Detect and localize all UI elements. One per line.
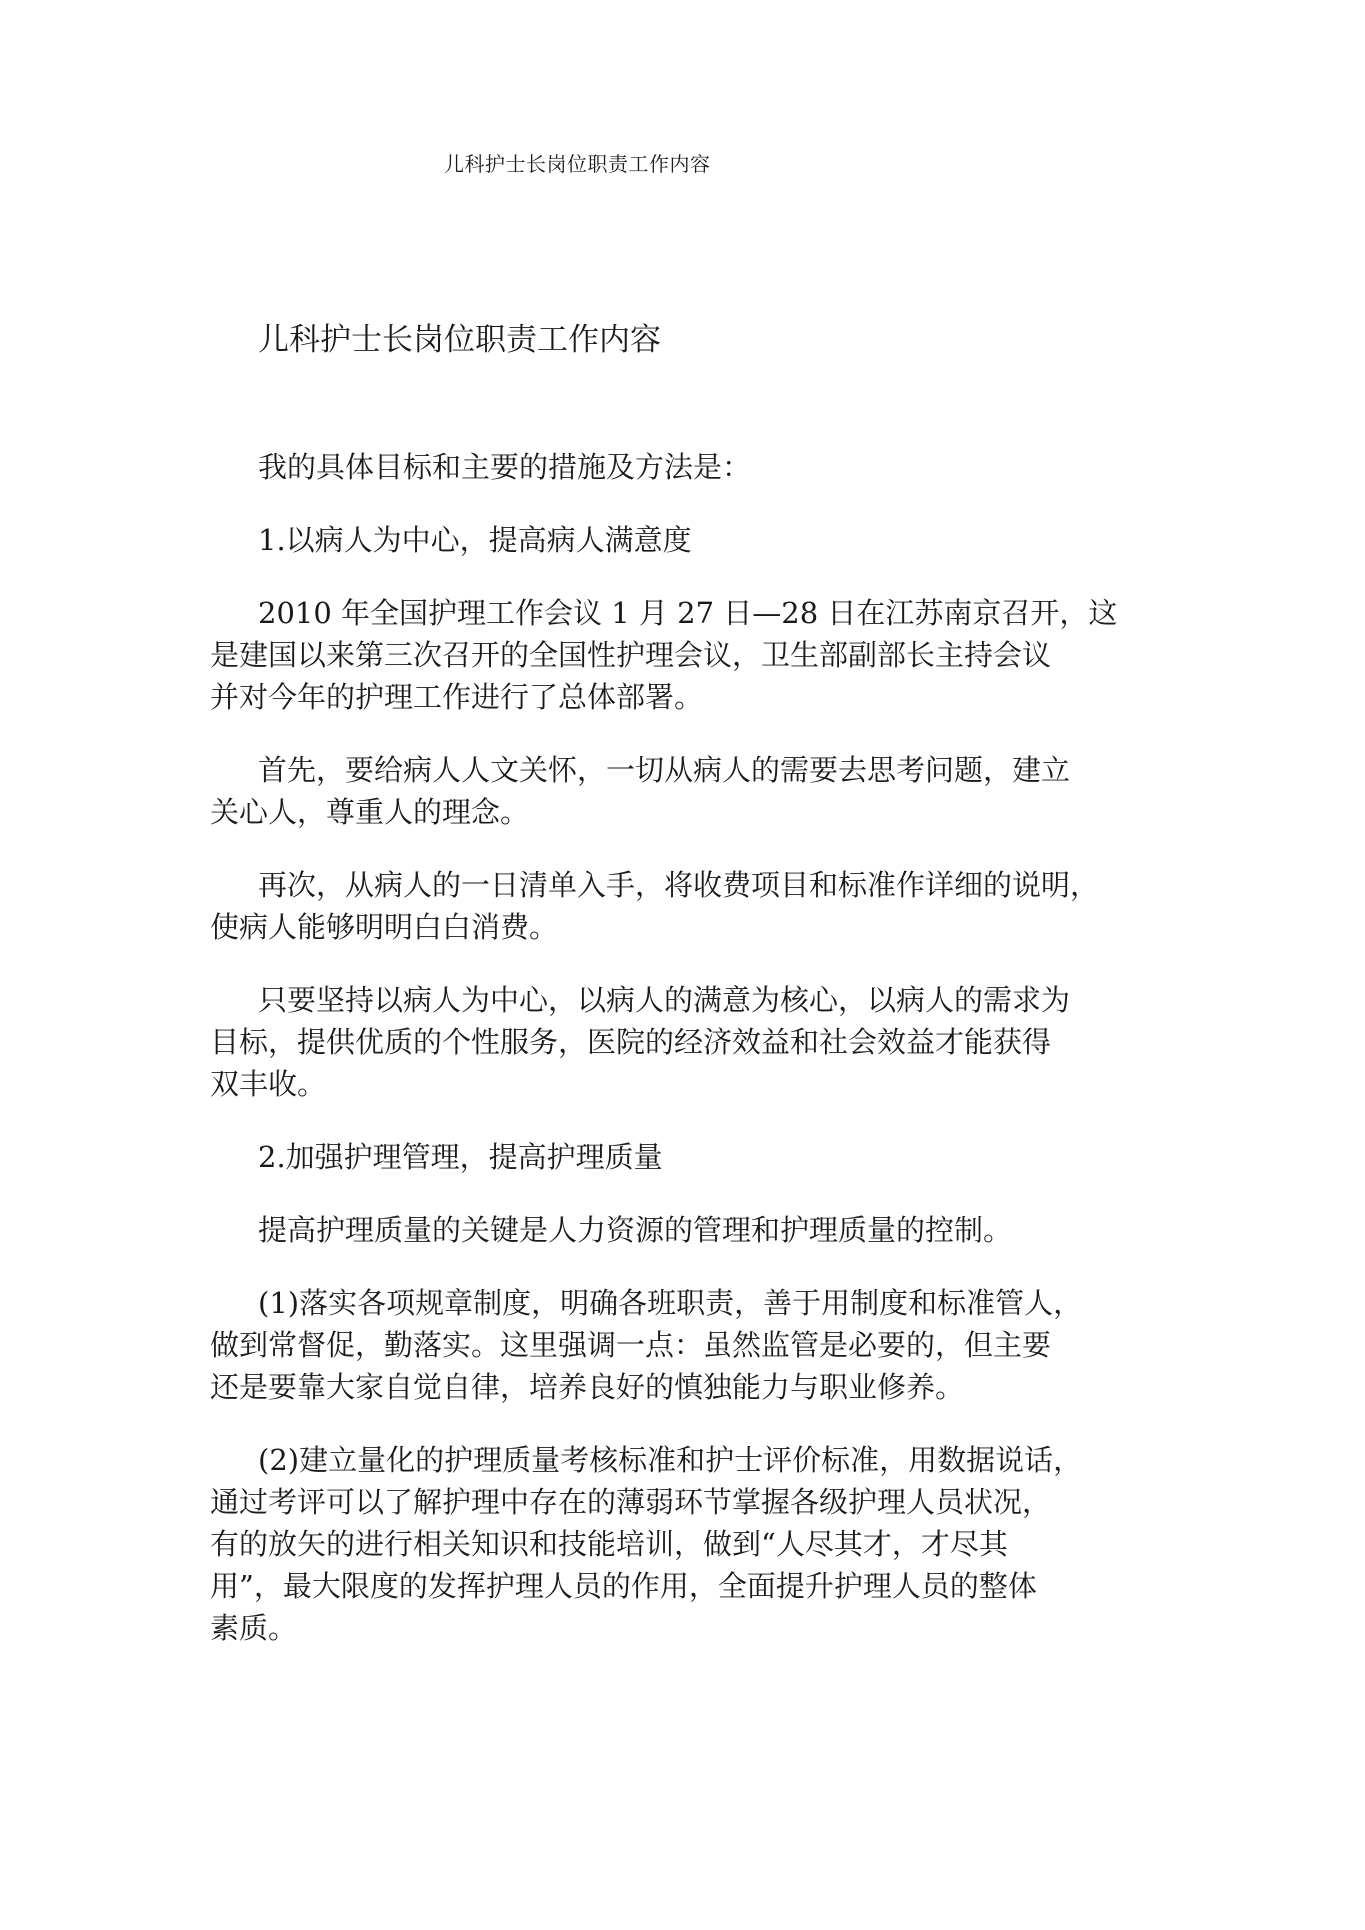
paragraph-line: (1)落实各项规章制度，明确各班职责，善于用制度和标准管人，: [258, 1286, 1083, 1320]
paragraph-line: 双丰收。: [210, 1067, 327, 1101]
paragraph-line: (2)建立量化的护理质量考核标准和护士评价标准，用数据说话，: [258, 1443, 1083, 1477]
paragraph-line: 2010 年全国护理工作会议 1 月 27 日—28 日在江苏南京召开，这: [258, 596, 1118, 630]
paragraph-line: 并对今年的护理工作进行了总体部署。: [210, 680, 704, 714]
paragraph-line: 提高护理质量的关键是人力资源的管理和护理质量的控制。: [258, 1213, 1013, 1247]
paragraph: [210, 979, 1180, 1105]
paragraph-line: 关心人，尊重人的理念。: [210, 795, 530, 829]
paragraph-line: 只要坚持以病人为中心，以病人的满意为核心，以病人的需求为: [258, 983, 1071, 1017]
paragraph-line: 有的放矢的进行相关知识和技能培训，做到“人尽其才，才尽其: [210, 1527, 1008, 1561]
section-heading: [210, 519, 1180, 561]
paragraph-line: 是建国以来第三次召开的全国性护理会议，卫生部副部长主持会议: [210, 638, 1052, 672]
paragraph: [210, 749, 1180, 833]
paragraph: [210, 864, 1180, 948]
paragraph-line: 素质。: [210, 1611, 298, 1645]
paragraph: [210, 592, 1180, 718]
paragraph-line: 做到常督促，勤落实。这里强调一点：虽然监管是必要的，但主要: [210, 1328, 1052, 1362]
section-heading: [210, 1136, 1180, 1178]
paragraph-line: 还是要靠大家自觉自律，培养良好的慎独能力与职业修养。: [210, 1370, 965, 1404]
paragraph: [210, 1209, 1180, 1251]
paragraph-line: 2.加强护理管理，提高护理质量: [258, 1140, 663, 1174]
running-header: 儿科护士长岗位职责工作内容: [444, 152, 711, 176]
paragraph-line: 使病人能够明明白白消费。: [210, 910, 559, 944]
paragraph-line: 用”，最大限度的发挥护理人员的作用，全面提升护理人员的整体: [210, 1569, 1037, 1603]
paragraph-line: 通过考评可以了解护理中存在的薄弱环节掌握各级护理人员状况，: [210, 1485, 1052, 1519]
paragraph: [210, 1439, 1180, 1649]
paragraph-line: 再次，从病人的一日清单入手，将收费项目和标准作详细的说明，: [258, 868, 1100, 902]
paragraph-line: 我的具体目标和主要的措施及方法是：: [258, 450, 752, 484]
paragraph: [210, 1282, 1180, 1408]
paragraph-line: 目标，提供优质的个性服务，医院的经济效益和社会效益才能获得: [210, 1025, 1052, 1059]
paragraph: [210, 446, 1180, 488]
paragraph-line: 首先，要给病人人文关怀，一切从病人的需要去思考问题，建立: [258, 753, 1071, 787]
document-body: [210, 446, 1180, 1680]
paragraph-line: 1.以病人为中心，提高病人满意度: [258, 523, 692, 557]
document-title: 儿科护士长岗位职责工作内容: [258, 322, 661, 358]
